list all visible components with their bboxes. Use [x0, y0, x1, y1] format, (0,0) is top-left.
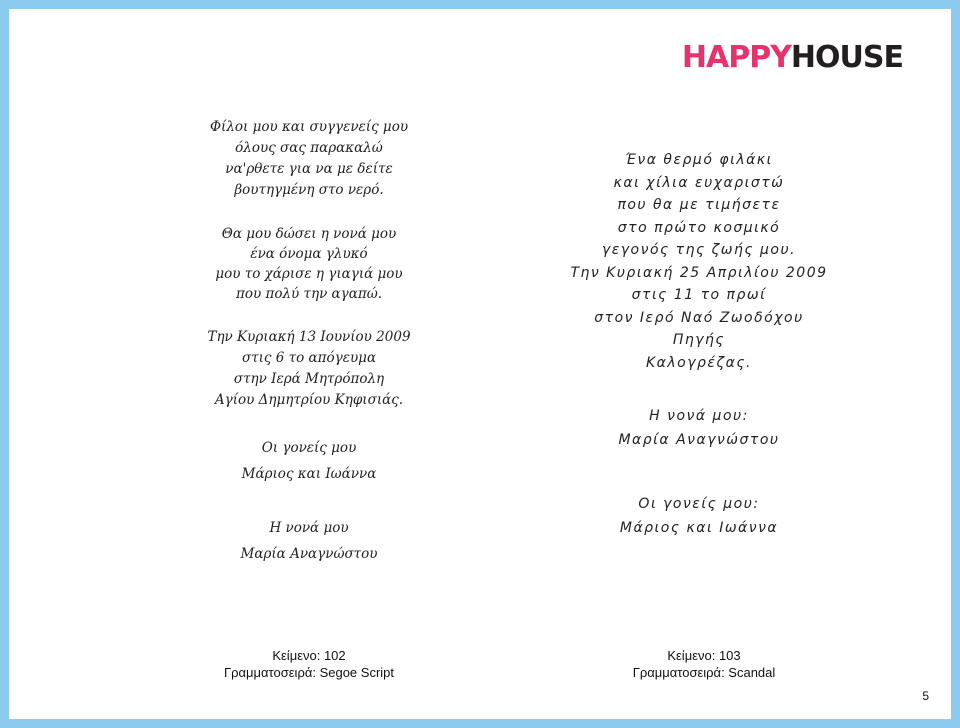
left-caption-font: Γραμματοσειρά: Segoe Script	[223, 665, 395, 680]
text-line: Πηγής	[672, 332, 726, 348]
left-invitation	[159, 117, 459, 567]
text-line: ένα όνομα γλυκό	[250, 246, 368, 262]
right-invitation	[549, 149, 849, 540]
text-line: γεγονός της ζωής μου.	[601, 242, 797, 258]
text-line: και χίλια ευχαριστώ	[613, 174, 785, 191]
text-line: Αγίου Δημητρίου Κηφισιάς.	[214, 392, 404, 408]
logo-happy: HAPPY	[681, 40, 791, 75]
text-line: στις 11 το πρωί	[631, 287, 767, 303]
right-caption-font: Γραμματοσειρά: Scandal	[632, 665, 776, 680]
left-caption	[204, 647, 414, 681]
parents-label: Οι γονείς μου:	[638, 496, 760, 512]
catalog-page	[9, 9, 951, 719]
parents-names: Μάριος και Ιωάννα	[241, 466, 377, 482]
text-line: βουτηγμένη στο νερό.	[234, 182, 384, 198]
text-line: όλους σας παρακαλώ	[235, 140, 383, 156]
right-parents	[549, 492, 849, 540]
left-godmother	[159, 515, 459, 567]
right-caption-text: Κείμενο: 103	[667, 648, 741, 663]
text-line: στο πρώτο κοσμικό	[617, 219, 781, 236]
godmother-label: Η νονά μου	[269, 520, 349, 536]
right-caption	[599, 647, 809, 681]
text-line: Φίλοι μου και συγγενείς μου	[209, 119, 409, 135]
page-number: 5	[922, 689, 929, 703]
left-caption-text: Κείμενο: 102	[272, 648, 346, 663]
logo-house: HOUSE	[790, 40, 903, 75]
left-parents	[159, 435, 459, 487]
left-stanza-2	[159, 224, 459, 304]
text-line: να'ρθετε για να με δείτε	[225, 161, 393, 177]
text-line: που θα με τιμήσετε	[617, 197, 781, 213]
godmother-label: Η νονά μου:	[649, 408, 749, 424]
parents-names: Μάριος και Ιωάννα	[619, 520, 779, 536]
left-stanza-1	[159, 117, 459, 201]
text-line: στις 6 το απόγευμα	[241, 350, 377, 366]
parents-label: Οι γονείς μου	[261, 440, 357, 456]
text-line: Καλογρέζας.	[645, 354, 752, 371]
right-godmother	[549, 404, 849, 452]
text-line: στην Ιερά Μητρόπολη	[233, 371, 385, 387]
text-line: Ένα θερμό φιλάκι	[625, 152, 773, 168]
godmother-name: Μαρία Αναγνώστου	[240, 546, 378, 562]
text-line: που πολύ την αγαπώ.	[235, 286, 383, 302]
left-stanza-3	[159, 327, 459, 411]
text-line: στον Ιερό Ναό Ζωοδόχου	[594, 309, 804, 326]
text-line: Την Κυριακή 13 Ιουνίου 2009	[207, 329, 411, 345]
happy-house-logo	[681, 40, 903, 75]
right-stanza-1	[549, 149, 849, 374]
text-line: μου το χάρισε η γιαγιά μου	[215, 266, 403, 282]
godmother-name: Μαρία Αναγνώστου	[618, 432, 780, 448]
text-line: Την Κυριακή 25 Απριλίου 2009	[570, 264, 828, 281]
text-line: Θα μου δώσει η νονά μου	[221, 226, 397, 242]
